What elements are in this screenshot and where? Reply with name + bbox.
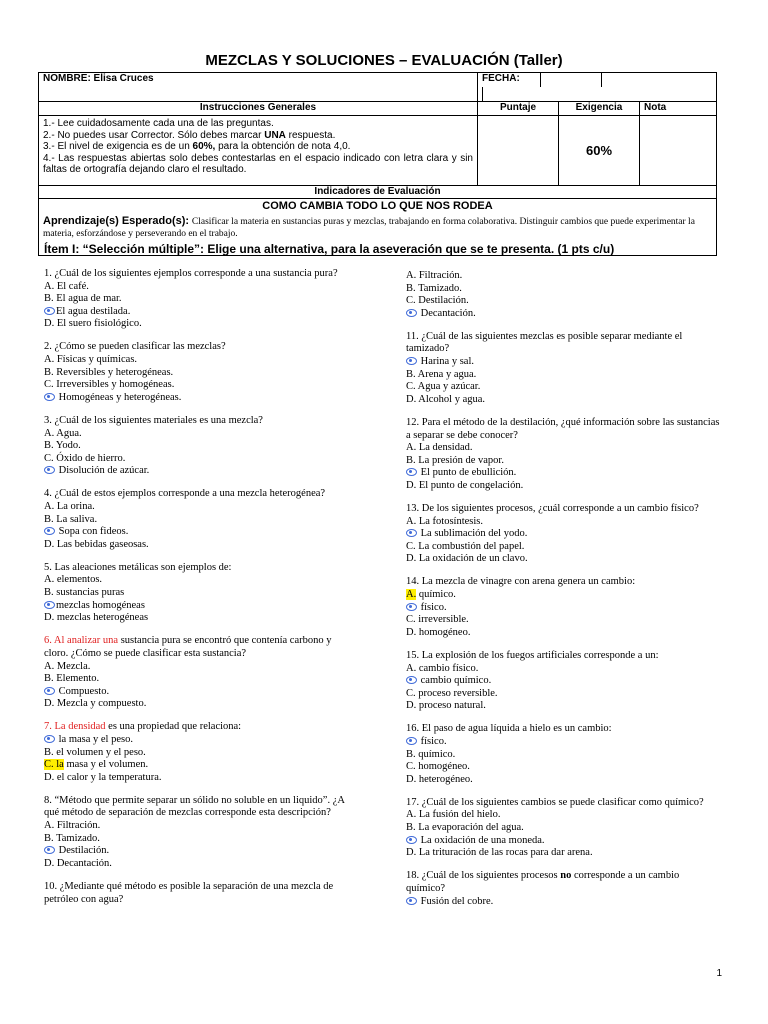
- instruction-4: 4.- Las respuestas abiertas solo debes contestarlas en el espacio indicado con letra clara y sin faltas de ortografía dejando claro el resultado.: [43, 152, 473, 175]
- answer-mark-icon[interactable]: [44, 601, 55, 609]
- aprendizaje: Aprendizaje(s) Esperado(s): Clasificar la materia en sustancias puras y mezclas, trabajando en forma colaborativa. Distinguir cambios que puede experimentar la materia, esforzándose y perseverando en el trabajo.: [43, 215, 695, 239]
- answer-mark-icon[interactable]: [44, 466, 55, 474]
- highlighted-text: C. la: [44, 759, 64, 771]
- unit-title: COMO CAMBIA TODO LO QUE NOS RODEA: [262, 200, 493, 212]
- fecha-box-year[interactable]: [482, 87, 543, 101]
- question-17: 17. ¿Cuál de los siguientes cambios se puede clasificar como químico? A. La fusión del hielo. B. La evaporación del agua. La oxidación de una moneda. D. La trituración de las rocas para dar arena.: [406, 796, 704, 859]
- answer-mark-icon[interactable]: [406, 357, 417, 365]
- item-title: Ítem I: “Selección múltiple”: Elige una alternativa, para la aseveración que se te presenta. (1 pts c/u): [44, 242, 615, 256]
- answer-mark-icon[interactable]: [44, 307, 55, 315]
- answer-mark-icon[interactable]: [406, 468, 417, 476]
- question-12: 12. Para el método de la destilación, ¿qué información sobre las sustancias a separar se debe conocer? A. La densidad. B. La presión de vapor. El punto de ebullición. D. El punto de congelación.: [406, 416, 720, 491]
- highlighted-text: A.: [406, 589, 417, 601]
- question-5: 5. Las aleaciones metálicas son ejemplos de: A. elementos. B. sustancias puras mezclas homogéneas D. mezclas heterogéneas: [44, 561, 232, 624]
- header-table: [38, 72, 717, 256]
- question-15: 15. La explosión de los fuegos artificiales corresponde a un: A. cambio físico. cambio químico. C. proceso reversible. D. proceso natural.: [406, 649, 659, 712]
- nota-heading: Nota: [640, 102, 717, 116]
- exigencia-heading: Exigencia: [559, 102, 640, 116]
- question-10-options: A. Filtración. B. Tamizado. C. Destilación. Decantación.: [406, 270, 476, 319]
- instrucciones-heading: Instrucciones Generales: [39, 102, 478, 116]
- nota-cell: [640, 116, 717, 186]
- page-number: 1: [716, 968, 722, 979]
- question-11: 11. ¿Cuál de las siguientes mezclas es posible separar mediante el tamizado? Harina y sal. B. Arena y agua. C. Agua y azúcar. D. Alcohol y agua.: [406, 330, 683, 405]
- question-10: 10. ¿Mediante qué método es posible la separación de una mezcla de petróleo con agua?: [44, 880, 334, 905]
- question-2: 2. ¿Cómo se pueden clasificar las mezclas? A. Físicas y químicas. B. Reversibles y heterogéneas. C. Irreversibles y homogéneas. Homogéneas y heterogéneas.: [44, 341, 226, 403]
- indicadores-heading: Indicadores de Evaluación: [39, 186, 717, 199]
- puntaje-cell: [478, 116, 559, 186]
- answer-mark-icon[interactable]: [406, 309, 417, 317]
- answer-mark-icon[interactable]: [44, 393, 55, 401]
- answer-mark-icon[interactable]: [406, 603, 417, 611]
- question-7: 7. La densidad es una propiedad que relaciona: la masa y el peso. B. el volumen y el peso. C. la masa y el volumen. D. el calor y la temperatura.: [44, 721, 242, 783]
- answer-mark-icon[interactable]: [44, 527, 55, 535]
- answer-mark-icon[interactable]: [406, 529, 417, 537]
- answer-mark-icon[interactable]: [44, 846, 55, 854]
- answer-mark-icon[interactable]: [406, 836, 417, 844]
- question-3: 3. ¿Cuál de los siguientes materiales es una mezcla? A. Agua. B. Yodo. C. Óxido de hierro. Disolución de azúcar.: [44, 414, 263, 477]
- instruction-3: 3.- El nivel de exigencia es de un 60%, para la obtención de nota 4,0.: [43, 141, 351, 152]
- instruction-1: 1.- Lee cuidadosamente cada una de las preguntas.: [43, 118, 274, 129]
- answer-mark-icon[interactable]: [44, 687, 55, 695]
- question-13: 13. De los siguientes procesos, ¿cuál corresponde a un cambio físico? A. La fotosíntesis. La sublimación del yodo. C. La combustión del papel. D. La oxidación de un clavo.: [406, 503, 699, 565]
- exigencia-value: 60%: [559, 116, 640, 186]
- student-name: NOMBRE: Elisa Cruces: [39, 73, 478, 102]
- page-title: MEZCLAS Y SOLUCIONES – EVALUACIÓN (Taller): [205, 52, 563, 69]
- right-column: [406, 270, 720, 919]
- left-column: [44, 268, 350, 917]
- question-14: 14. La mezcla de vinagre con arena genera un cambio: A. químico. físico. C. irreversible. D. homogéneo.: [406, 576, 636, 638]
- question-1: 1. ¿Cuál de los siguientes ejemplos corresponde a una sustancia pura? A. El café. B. El agua de mar. El agua destilada. D. El suero fisiológico.: [44, 268, 338, 330]
- fecha-box-month[interactable]: [601, 73, 662, 87]
- question-18: 18. ¿Cuál de los siguientes procesos no corresponde a un cambio químico? Fusión del cobre.: [406, 870, 680, 907]
- question-16: 16. El paso de agua líquida a hielo es un cambio: físico. B. químico. C. homogéneo. D. heterogéneo.: [406, 723, 612, 785]
- instructions: [39, 116, 478, 186]
- question-4: 4. ¿Cuál de estos ejemplos corresponde a una mezcla heterogénea? A. La orina. B. La saliva. Sopa con fideos. D. Las bebidas gaseosas.: [44, 488, 326, 550]
- instruction-2: 2.- No puedes usar Corrector. Sólo debes marcar UNA respuesta.: [43, 129, 336, 141]
- question-6: 6. Al analizar una sustancia pura se encontró que contenía carbono y cloro. ¿Cómo se puede clasificar esta sustancia? A. Mezcla. B. Elemento. Compuesto. D. Mezcla y compuesto.: [44, 635, 332, 710]
- answer-mark-icon[interactable]: [406, 737, 417, 745]
- answer-mark-icon[interactable]: [44, 735, 55, 743]
- question-8: 8. “Método que permite separar un sólido no soluble en un liquido”. ¿A qué método de separación de mezclas corresponde esta descripción? A. Filtración. B. Tamizado. Destilación. D. Decantación.: [44, 794, 345, 869]
- fecha-box-day[interactable]: [540, 73, 601, 87]
- answer-mark-icon[interactable]: [406, 897, 417, 905]
- puntaje-heading: Puntaje: [478, 102, 559, 116]
- answer-mark-icon[interactable]: [406, 676, 417, 684]
- fecha-label: FECHA:: [482, 73, 520, 84]
